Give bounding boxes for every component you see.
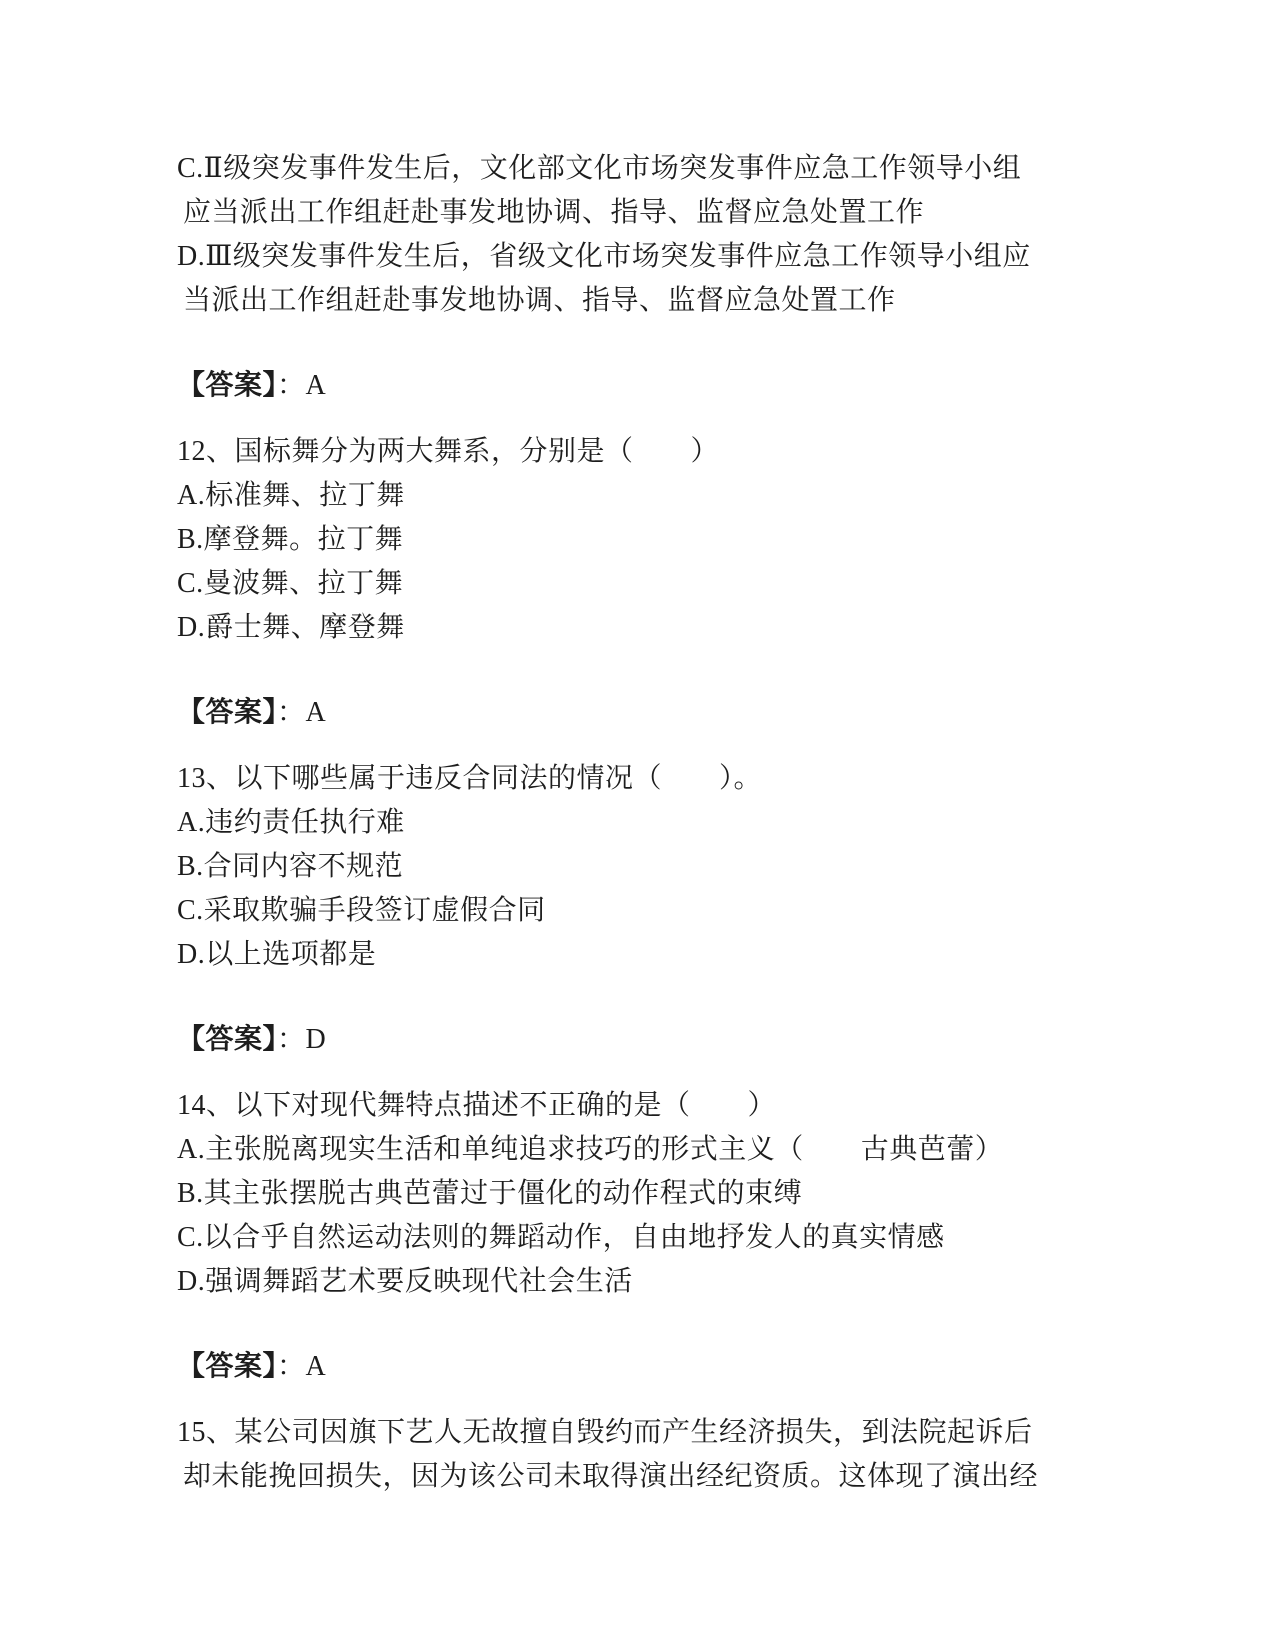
text-line: D.强调舞蹈艺术要反映现代社会生活	[177, 1266, 633, 1297]
answer-label: 【答案】	[177, 1351, 278, 1382]
text-line: B.摩登舞。拉丁舞	[177, 524, 404, 555]
text-line: D.爵士舞、摩登舞	[177, 612, 405, 643]
text-line: C.曼波舞、拉丁舞	[177, 568, 404, 599]
text-line: D.以上选项都是	[177, 939, 377, 970]
answer-line	[177, 691, 1117, 735]
answer-line	[177, 364, 1117, 408]
answer-label: 【答案】	[177, 370, 278, 401]
text-line: C.Ⅱ级突发事件发生后，文化部文化市场突发事件应急工作领导小组	[177, 153, 1022, 184]
text-line: 13、以下哪些属于违反合同法的情况（ ）。	[177, 763, 763, 794]
answer-line	[177, 1345, 1117, 1389]
text-line: A.标准舞、拉丁舞	[177, 480, 405, 511]
text-line: B.其主张摆脱古典芭蕾过于僵化的动作程式的束缚	[177, 1178, 803, 1209]
text-line: 应当派出工作组赶赴事发地协调、指导、监督应急处置工作	[183, 197, 925, 228]
text-line: A.主张脱离现实生活和单纯追求技巧的形式主义（ 古典芭蕾）	[177, 1134, 1004, 1165]
answer-value: ：A	[277, 1351, 327, 1382]
text-line: 15、某公司因旗下艺人无故擅自毁约而产生经济损失，到法院起诉后	[177, 1417, 1033, 1448]
answer-value: ：A	[277, 697, 327, 728]
answer-label: 【答案】	[177, 1024, 278, 1055]
text-line: B.合同内容不规范	[177, 851, 404, 882]
text-line: D.Ⅲ级突发事件发生后，省级文化市场突发事件应急工作领导小组应	[177, 241, 1031, 272]
document-body	[177, 147, 1117, 1499]
answer-value: ：A	[277, 370, 327, 401]
answer-line	[177, 1018, 1117, 1062]
text-line: A.违约责任执行难	[177, 807, 405, 838]
answer-value: ：D	[277, 1024, 327, 1055]
text-line: C.采取欺骗手段签订虚假合同	[177, 895, 546, 926]
text-line: C.以合乎自然运动法则的舞蹈动作，自由地抒发人的真实情感	[177, 1222, 945, 1253]
text-line: 14、以下对现代舞特点描述不正确的是（ ）	[177, 1090, 777, 1121]
text-line: 却未能挽回损失，因为该公司未取得演出经纪资质。这体现了演出经	[183, 1461, 1039, 1492]
text-line: 12、国标舞分为两大舞系，分别是（ ）	[177, 436, 720, 467]
answer-label: 【答案】	[177, 697, 278, 728]
text-line: 当派出工作组赶赴事发地协调、指导、监督应急处置工作	[183, 285, 896, 316]
